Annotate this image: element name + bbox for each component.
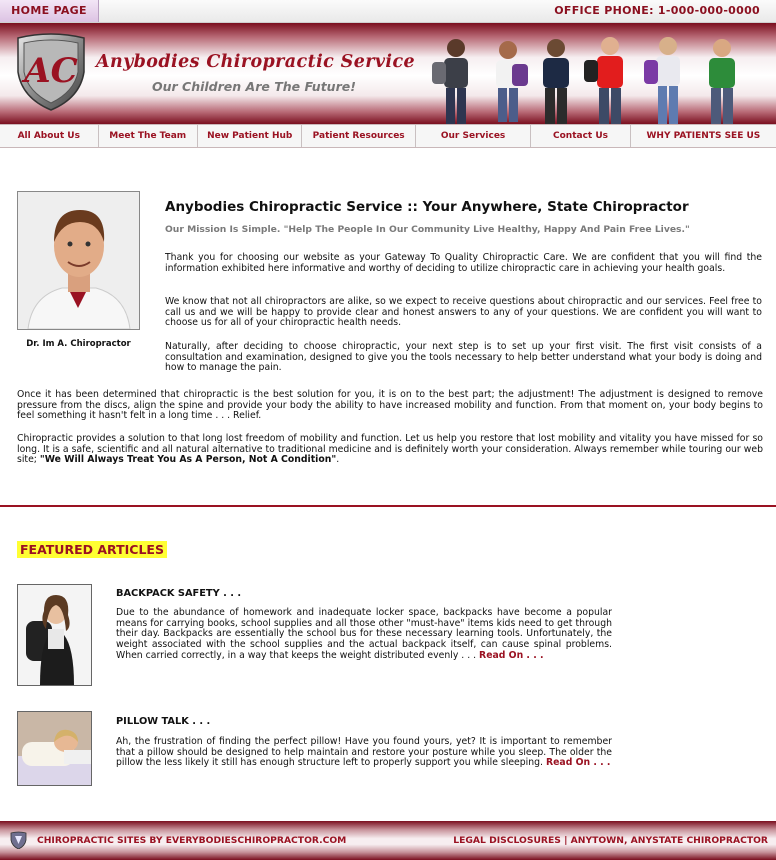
tagline: Our Children Are The Future! — [152, 79, 356, 94]
nav-new-patient-hub[interactable]: New Patient Hub — [198, 125, 302, 147]
featured-articles-heading: FEATURED ARTICLES — [17, 541, 167, 558]
svg-text:AC: AC — [24, 51, 78, 91]
nav-meet-the-team[interactable]: Meet The Team — [99, 125, 198, 147]
closing-quote: "We Will Always Treat You As A Person, Not A Condition" — [39, 454, 337, 466]
brand-name: Anybodies Chiropractic Service — [96, 52, 416, 72]
section-divider — [0, 505, 776, 507]
article-text: Ah, the frustration of finding the perfect pillow! Have you found yours, yet? It is important to remember that a pillow should be designed to help maintain and restore your posture while you sleep. The older the pillow the less likely it still has enough structure left to properly support you while sleeping. — [116, 736, 612, 769]
article-text: Due to the abundance of homework and inadequate locker space, backpacks have become a popular means for carrying books, school supplies and all those other "must-have" items kids need to get through their day. Backpacks are essentially the school bus for these necessary learning tools. Unfortunately, the weight associated with the school supplies and the actual backpack itself, can cause spinal problems. When carried correctly, in a way that keeps the weight distributed evenly . . . — [116, 607, 612, 661]
nav-why-patients-see-us[interactable]: WHY PATIENTS SEE US — [646, 131, 761, 141]
doctor-photo — [17, 191, 140, 330]
nav-contact-us[interactable]: Contact Us — [531, 125, 630, 147]
footer-legal-links[interactable]: LEGAL DISCLOSURES | ANYTOWN, ANYSTATE CHIROPRACTOR — [453, 835, 768, 846]
read-on-link[interactable]: Read On . . . — [479, 649, 544, 661]
intro-paragraph: Naturally, after deciding to choose chiropractic, your next step is to set up your first visit. The first visit consists of a consultation and examination, designed to give you the tools necessary to help better understand what your body is doing and how to manage the pain. — [165, 341, 762, 374]
pillow-article-image[interactable] — [17, 711, 92, 786]
office-phone: OFFICE PHONE: 1-000-000-0000 — [554, 4, 760, 17]
children-group-image — [412, 32, 774, 124]
backpack-article-image[interactable] — [17, 584, 92, 686]
footer-credit-link[interactable]: CHIROPRACTIC SITES BY EVERYBODIESCHIROPRACTOR.COM — [37, 835, 347, 846]
home-page-link[interactable]: HOME PAGE — [0, 0, 99, 22]
nav-patient-resources[interactable]: Patient Resources — [302, 125, 415, 147]
nav-all-about-us[interactable]: All About Us — [0, 125, 99, 147]
intro-paragraph: We know that not all chiropractors are alike, so we expect to receive questions about chiropractic and our services. Feel free to call us and we will be happy to provide clear and honest answers to any of your questions. We are confident you will want to choose us for all of your chiropractic health needs. — [165, 296, 762, 329]
article-title[interactable]: PILLOW TALK . . . — [116, 716, 211, 727]
page-title: Anybodies Chiropractic Service :: Your Anywhere, State Chiropractor — [165, 199, 689, 215]
article-body — [116, 737, 612, 769]
main-nav — [0, 124, 776, 148]
nav-our-services[interactable]: Our Services — [416, 125, 531, 147]
intro-paragraph: Once it has been determined that chiropractic is the best solution for you, it is on to the best part; the adjustment! The adjustment is designed to remove pressure from the discs, align the spine and provide your body the ability to have increased mobility and function. From that moment on, your body begins to feel something it hasn't felt in a long time . . . Relief. — [17, 389, 763, 422]
read-on-link[interactable]: Read On . . . — [545, 757, 611, 769]
footer-shield-icon — [10, 831, 27, 849]
closing-period: . — [336, 454, 340, 466]
article-body — [116, 608, 612, 662]
closing-text: Chiropractic provides a solution to that long lost freedom of mobility and function. Let us help you restore that lost mobility and vitality you have missed for so long. It is a safe, scientific and all natural alternative to traditional medicine and is definitely worth your consideration. Always remember while touring our web site; — [17, 433, 763, 466]
intro-paragraph: Thank you for choosing our website as your Gateway To Quality Chiropractic Care. We are confident that you will find the information exhibited here informative and worthy of deciding to utilize chiropractic care in achieving your health goals. — [165, 252, 762, 274]
article-title[interactable]: BACKPACK SAFETY . . . — [116, 588, 242, 599]
mission-statement: Our Mission Is Simple. "Help The People In Our Community Live Healthy, Happy And Pain Free Lives." — [165, 224, 690, 235]
shield-logo-icon[interactable] — [14, 32, 88, 112]
doctor-caption: Dr. Im A. Chiropractor — [26, 339, 131, 349]
intro-paragraph-closing — [17, 434, 763, 466]
